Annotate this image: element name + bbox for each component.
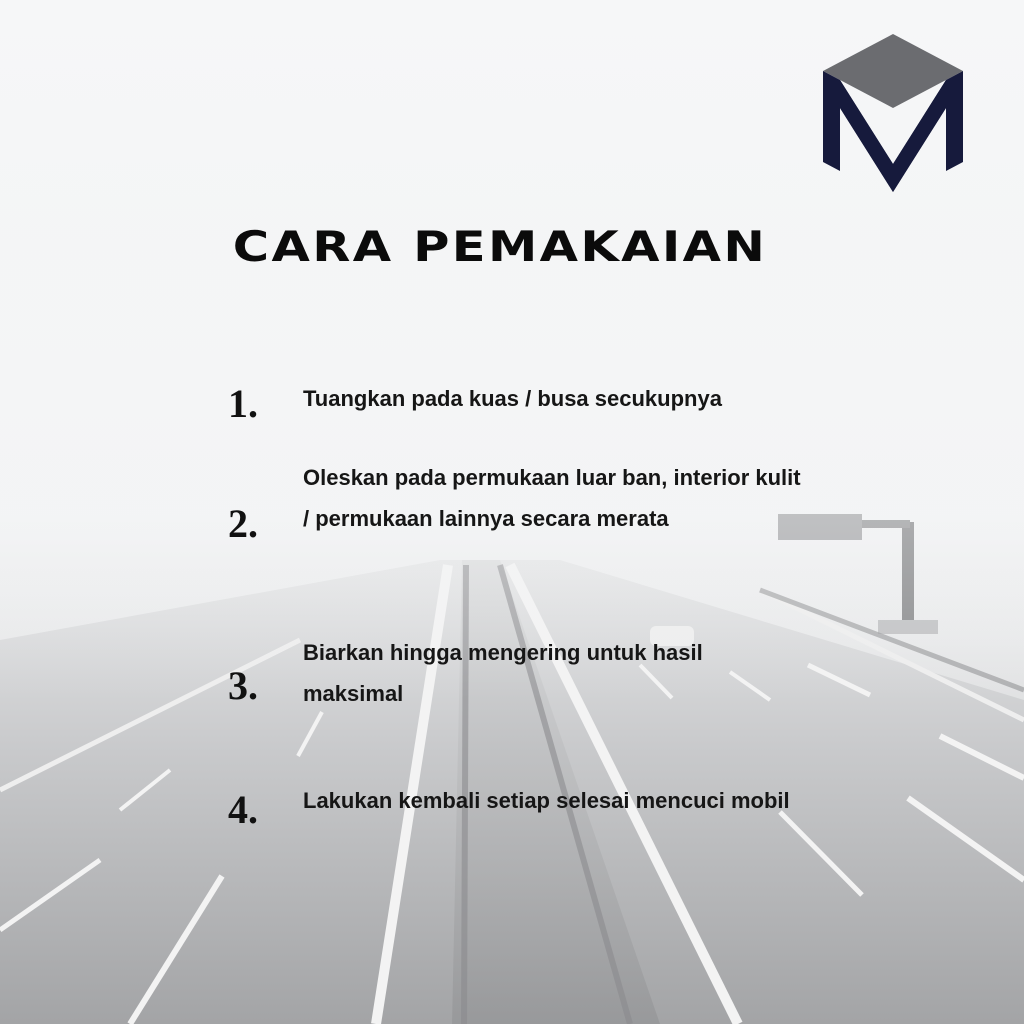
step-4-text: Lakukan kembali setiap selesai mencuci mobil xyxy=(303,788,790,813)
step-4-number: 4. xyxy=(228,787,258,832)
step-2-number: 2. xyxy=(228,501,258,546)
page-title: CARA PEMAKAIAN xyxy=(232,222,768,271)
step-2-text: Oleskan pada permukaan luar ban, interior kulit / permukaan lainnya secara merata xyxy=(303,465,801,531)
step-1-number: 1. xyxy=(228,381,258,426)
step-1-text: Tuangkan pada kuas / busa secukupnya xyxy=(303,386,722,411)
step-3-text: Biarkan hingga mengering untuk hasil maksimal xyxy=(303,640,703,706)
brand-logo-m xyxy=(820,34,966,192)
step-3-number: 3. xyxy=(228,663,258,708)
